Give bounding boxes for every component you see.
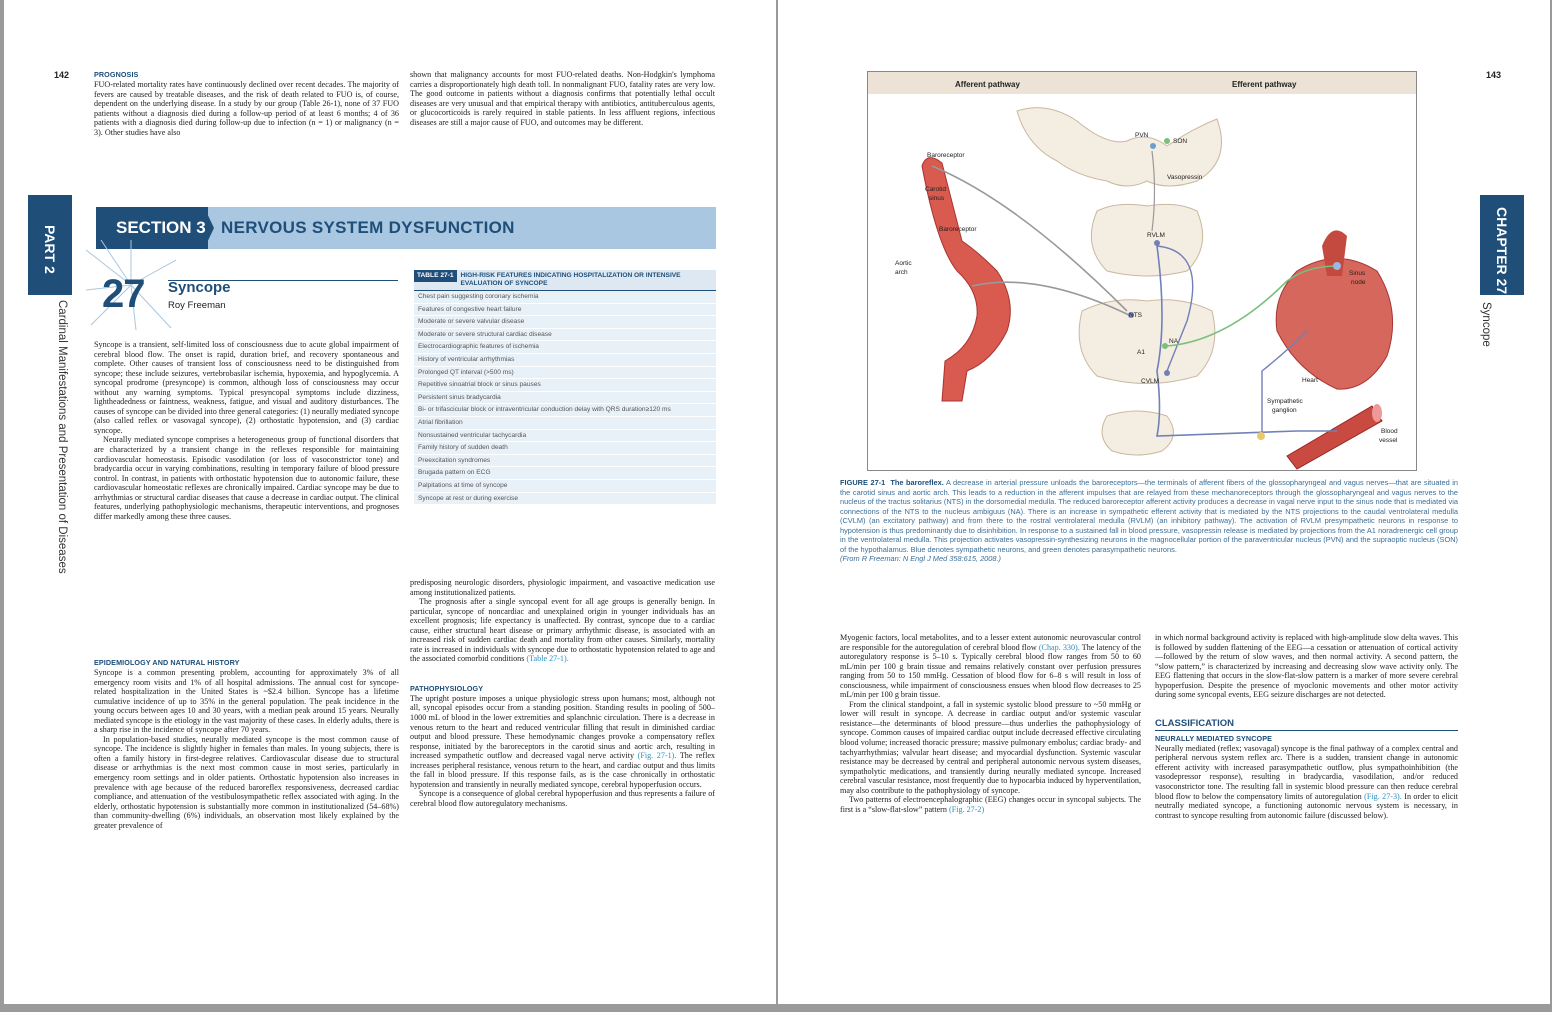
- efferent-label: Efferent pathway: [1232, 80, 1297, 89]
- chapter-reference-link[interactable]: (Chap. 330).: [1038, 642, 1080, 652]
- running-head: Syncope: [1480, 302, 1492, 347]
- nts-label: NTS: [1129, 312, 1142, 319]
- classification-heading: CLASSIFICATION: [1155, 718, 1458, 731]
- vessel-lumen-shape: [1372, 404, 1382, 422]
- arch-label: arch: [895, 269, 908, 276]
- baroreflex-figure: [867, 71, 1417, 471]
- son-label: SON: [1173, 138, 1188, 145]
- table-row: Prolonged QT interval (>500 ms): [414, 367, 716, 380]
- heart-label: Heart: [1302, 377, 1318, 384]
- table-label: TABLE 27-1: [414, 270, 457, 282]
- son-node: [1164, 138, 1170, 144]
- figure-source: (From R Freeman: N Engl J Med 358:615, 2008.): [840, 554, 1002, 563]
- ganglion-node: [1257, 432, 1265, 440]
- na-label: NA: [1169, 338, 1179, 345]
- running-head: Cardinal Manifestations and Presentation of Diseases: [56, 300, 68, 574]
- sinus-node-label-1: Sinus: [1349, 270, 1366, 277]
- a1-label: A1: [1137, 349, 1145, 356]
- table-row: Moderate or severe structural cardiac disease: [414, 329, 716, 342]
- epidemiology-block: [94, 658, 399, 830]
- pathophysiology-paragraph-1-tail: The reflex increases peripheral resistance, venous return to the heart, and cardiac output and thus limits the fall in blood pressure. If this response fails, as is the case chronically in orthostatic hypotension and transiently in neurally mediated syncope, cerebral hypoperfusion occurs.: [410, 751, 715, 789]
- section-banner: [96, 207, 716, 249]
- table-row: Palpitations at time of syncope: [414, 480, 716, 493]
- table-row: Syncope at rest or during exercise: [414, 493, 716, 506]
- epidemiology-paragraph-2: In population-based studies, neurally mediated syncope is the most common cause of syncope. The incidence is slightly higher in females than males. In young subjects, there is often a family history in first-degree relatives. Cardiovascular disease due to structural disease or arrhythmias is the next most common cause in most series, particularly in emergency room settings and in older patients. Orthostatic hypotension also increases in prevalence with age because of the reduced baroreflex responsiveness, decreased cardiac compliance, and attenuation of the vestibulosympathetic reflex associated with aging. In the elderly, orthostatic hypotension is substantially more common in institutionalized (54–68%) than community-dwelling (6%) individuals, an observation most likely explained by the greater prevalence of: [94, 734, 399, 830]
- epidemiology-paragraph-1: Syncope is a common presenting problem, accounting for approximately 3% of all emergency room visits and 1% of all hospital admissions. The annual cost for syncope-related hospitalization in the United States is ~$2.4 billion. Syncope has a lifetime cumulative incidence of up to 35% in the general population. The peak incidence in the young occurs between ages 10 and 30 years, with a median peak around 15 years. Neurally mediated syncope is the etiology in the vast majority of these cases. In elderly adults, there is a sharp rise in the incidence of syncope after 70 years.: [94, 668, 399, 735]
- part-tab: [28, 195, 72, 295]
- figure-caption-label: FIGURE 27-1: [840, 478, 886, 487]
- table-row: Electrocardiographic features of ischemia: [414, 341, 716, 354]
- figure-3-reference-link[interactable]: (Fig. 27-3).: [1364, 791, 1402, 801]
- page-number: 142: [54, 70, 70, 80]
- intro-paragraph-1: Syncope is a transient, self-limited loss of consciousness due to acute global impairment of cerebral blood flow. The onset is rapid, duration brief, and recovery spontaneous and complete. Other causes of transient loss of consciousness need to be distinguished from syncope; these include seizures, vertebrobasilar ischemia, hypoxemia, and hypoglycemia. A syncopal prodrome (presyncope) is common, although loss of consciousness may occur without any warning symptoms. Typical presyncopal symptoms include dizziness, lightheadedness or faintness, weakness, fatigue, and visual and auditory disturbances. The causes of syncope can be divided into three general categories: (1) neurally mediated syncope (also called reflex or vasovagal syncope), (2) orthostatic hypotension, and (3) cardiac syncope.: [94, 340, 399, 435]
- baroreceptor-label-1: Baroreceptor: [927, 152, 965, 159]
- table-row: Repetitive sinoatrial block or sinus pauses: [414, 379, 716, 392]
- figure-2-reference-link[interactable]: (Fig. 27-2): [948, 804, 985, 814]
- carotid-label: Carotid: [925, 186, 946, 193]
- table-row: Chest pain suggesting coronary ischemia: [414, 291, 716, 304]
- intro-paragraph-2: Neurally mediated syncope comprises a heterogeneous group of functional disorders that are characterized by a transient change in the reflexes responsible for maintaining cardiovascular homeostasis. Episodic vasodilation (or loss of vasoconstrictor tone) and bradycardia occur in varying combinations, resulting in temporary failure of blood pressure control. In contrast, in patients with orthostatic hypotension due to autonomic failure, these cardiovascular homeostatic reflexes are chronically impaired. Cardiac syncope may be due to arrhythmias or structural cardiac diseases that cause a decrease in cardiac output. The clinical features, underlying pathophysiologic mechanisms, therapeutic interventions, and prognoses differ markedly among these three causes.: [94, 435, 399, 521]
- eeg-continued-paragraph: in which normal background activity is replaced with high-amplitude slow delta waves. This is followed by sudden flattening of the EEG—a cessation or attenuation of cortical activity—followed by the return of slow waves, and then normal activity. A second pattern, the “slow pattern,” is characterized by increasing and decreasing slow wave activity only. The EEG flattening that occurs in the slow-flat-slow pattern is a marker of more severe cerebral hypoperfusion. Despite the presence of myoclonic movements and other motor activity during some syncopal events, EEG seizure discharges are not detected.: [1155, 633, 1458, 700]
- epidemiology-heading: EPIDEMIOLOGY AND NATURAL HISTORY: [94, 658, 240, 667]
- pathophysiology-heading: PATHOPHYSIOLOGY: [410, 683, 484, 693]
- sinus-node-marker: [1333, 262, 1341, 270]
- table-title: HIGH-RISK FEATURES INDICATING HOSPITALIZATION OR INTENSIVE EVALUATION OF SYNCOPE: [460, 272, 681, 287]
- chapter-author: Roy Freeman: [168, 300, 226, 311]
- table-row: Brugada pattern on ECG: [414, 467, 716, 480]
- chapter-tab: [1480, 195, 1524, 295]
- intro-block: [94, 340, 399, 521]
- table-row: Preexcitation syndromes: [414, 455, 716, 468]
- neurally-mediated-heading: NEURALLY MEDIATED SYNCOPE: [1155, 733, 1272, 743]
- blood-vessel-label-2: vessel: [1379, 437, 1398, 444]
- prognosis-text-2: shown that malignancy accounts for most FUO-related deaths. Non-Hodgkin's lymphoma carries a disproportionately high death toll. In nonmalignant FUO, fatality rates are very low. The good outcome in patients without a diagnosis confirms that potentially lethal occult diseases are very unusual and that empirical therapy with antibiotics, antituberculous agents, or glucocorticoids is rarely required in stable patients. In less affluent regions, infectious diseases are still a major cause of FUO, and outcomes may be different.: [410, 70, 715, 127]
- middle-paragraph-1: predisposing neurologic disorders, physiologic impairment, and vasoactive medication use among institutionalized patients.: [410, 578, 715, 597]
- table-row: Atrial fibrillation: [414, 417, 716, 430]
- pvn-node: [1150, 143, 1156, 149]
- pathophysiology-paragraph-1-text: The upright posture imposes a unique physiologic stress upon humans; most, although not all, syncopal episodes occur from a standing position. Standing results in pooling of 500–1000 mL of blood in the lower extremities and splanchnic circulation. There is a decrease in venous return to the heart and reduced ventricular filling that result in diminished cardiac output and blood pressure. These hemodynamic changes provoke a compensatory reflex response, initiated by the baroreceptors in the carotid sinus and aortic arch, resulting in increased sympathetic outflow and decreased vagal nerve activity: [410, 693, 715, 761]
- figure-caption: [840, 478, 1458, 564]
- sinus-label: sinus: [929, 195, 945, 202]
- autoregulation-paragraph: [840, 633, 1141, 700]
- blood-vessel-label-1: Blood: [1381, 428, 1398, 435]
- neurally-mediated-tail: In order to elicit neutrally mediated syncope, a functioning autonomic nervous system is necessary, in contrast to syncope resulting from autonomic failure (discussed below).: [1155, 791, 1458, 820]
- figure-caption-text: A decrease in arterial pressure unloads the baroreceptors—the terminals of afferent fibers of the glossopharyngeal and vagus nerves—that are situated in the carotid sinus and aortic arch. This leads to a reduction in the afferent impulses that are relayed from these mechanoreceptors through the glossopharyngeal and vagus nerves to the nucleus of the tractus solitarius (NTS) in the dorsomedial medulla. The reduced baroreceptor afferent activity produces a decrease in vagal nerve input to the sinus node that is mediated via connections of the NTS to the nucleus ambiguus (NA). There is an increase in sympathetic efferent activity that is mediated by the NTS projections to the caudal ventrolateral medulla (CVLM) (an excitatory pathway) and from there to the rostral ventrolateral medulla (RVLM) (an inhibitory pathway). The activation of RVLM presympathetic neurons in response to hypotension is thus predominantly due to disinhibition. In response to a sustained fall in blood pressure, vasopressin release is mediated by projections from the A1 noradrenergic cell group in the ventrolateral medulla. This projection activates vasopressin-synthesizing neurons in the magnocellular portion of the paraventricular nucleus (PVN) and the supraoptic nucleus (SON) of the hypothalamus. Blue denotes sympathetic neurons, and green denotes parasympathetic neurons.: [840, 478, 1459, 554]
- spinal-cord-shape: [1102, 411, 1173, 455]
- right-column-2: [1155, 633, 1458, 820]
- pvn-label: PVN: [1135, 132, 1149, 139]
- chapter-tab-label: CHAPTER 27: [1494, 207, 1510, 295]
- figure-reference-link[interactable]: (Fig. 27-1).: [637, 751, 677, 761]
- high-risk-table: [414, 270, 716, 505]
- sinus-node-label-2: node: [1351, 279, 1366, 286]
- rvlm-node: [1154, 240, 1160, 246]
- prognosis-block: [94, 70, 399, 137]
- rvlm-label: RVLM: [1147, 232, 1165, 239]
- chapter-title: Syncope: [168, 279, 231, 296]
- cvlm-label: CVLM: [1141, 378, 1160, 385]
- table-row: Persistent sinus bradycardia: [414, 392, 716, 405]
- neurally-mediated-paragraph: [1155, 744, 1458, 820]
- afferent-label: Afferent pathway: [955, 80, 1020, 89]
- page-number: 143: [1486, 70, 1502, 80]
- vasopressin-label: Vasopressin: [1167, 174, 1203, 181]
- baroreceptor-label-2: Baroreceptor: [939, 226, 977, 233]
- sympathetic-label-1: Sympathetic: [1267, 398, 1303, 405]
- right-page: [778, 0, 1550, 1004]
- na-node: [1162, 343, 1168, 349]
- table-row: Nonsustained ventricular tachycardia: [414, 430, 716, 443]
- prognosis-block-2: [410, 70, 715, 127]
- table-row: Bi- or trifascicular block or intraventricular conduction delay with QRS duration≥120 ms: [414, 404, 716, 417]
- eeg-paragraph: [840, 795, 1141, 814]
- prognosis-text: FUO-related mortality rates have continuously declined over recent decades. The majority of fevers are caused by treatable diseases, and the risk of death related to FUO is, of course, dependent on the underlying disease. In a study by our group (Table 26-1), none of 37 FUO patients without a diagnosis died during a follow-up period of at least 6 months; 4 of 36 patients with a diagnosis died during follow-up due to infection (n = 1) or malignancy (n = 3). Other studies have also: [94, 80, 399, 137]
- figure-caption-title: The baroreflex.: [890, 478, 944, 487]
- table-row: Features of congestive heart failure: [414, 304, 716, 317]
- right-column-1: [840, 633, 1141, 814]
- middle-paragraph-2: [410, 597, 715, 664]
- sympathetic-label-2: ganglion: [1272, 407, 1297, 414]
- chapter-number: 27: [102, 272, 145, 316]
- pathophysiology-paragraph-1: [410, 694, 715, 789]
- prognosis-continued-block: [410, 578, 715, 808]
- pons-shape: [1091, 204, 1202, 276]
- eeg-text: Two patterns of electroencephalographic (EEG) changes occur in syncopal subjects. The first is a “slow-flat-slow” pattern: [840, 795, 1141, 814]
- autoregulation-text: Myogenic factors, local metabolites, and to a lesser extent autonomic neurovascular control are responsible for the autoregulation of cerebral blood flow: [840, 633, 1141, 652]
- middle-paragraph-2-text: The prognosis after a single syncopal event for all age groups is generally benign. In particular, syncope of noncardiac and unexplained origin in younger individuals has an excellent prognosis; life expectancy is unaffected. By contrast, syncope due to a cardiac cause, either structural heart disease or primary arrhythmic disease, is associated with an increased risk of sudden cardiac death and mortality from other causes. Similarly, mortality rate is increased in individuals with syncope due to orthostatic hypotension related to age and the associated comorbid conditions: [410, 597, 715, 664]
- prognosis-heading: PROGNOSIS: [94, 70, 139, 79]
- table-reference-link[interactable]: (Table 27-1).: [526, 654, 569, 664]
- aortic-label: Aortic: [895, 260, 912, 267]
- clinical-paragraph: From the clinical standpoint, a fall in systemic systolic blood pressure to ~50 mmHg or lower will result in syncope. A decrease in cardiac output and/or systemic vascular resistance—the determinants of blood pressure—thus underlies the pathophysiology of syncope. Common causes of impaired cardiac output include decreased effective circulating blood volume; increased thoracic pressure; massive pulmonary embolus; cardiac brady- and tachyarrhythmias; valvular heart disease; and myocardial dysfunction. Systemic vascular resistance may be decreased by central and peripheral autonomic nervous system diseases, sympatholytic medications, and transiently during neurally mediated syncope. Increased cerebral vascular resistance, most frequently due to hypocarbia induced by hyperventilation, may also contribute to the pathophysiology of syncope.: [840, 699, 1141, 795]
- table-row: Family history of sudden death: [414, 442, 716, 455]
- table-row: Moderate or severe valvular disease: [414, 316, 716, 329]
- neurally-mediated-text: Neurally mediated (reflex; vasovagal) syncope is the final pathway of a complex central and peripheral nervous system reflex arc. There is a sudden, transient change in autonomic efferent activity with increased parasympathetic outflow, plus sympathoinhibition (the vasodepressor response), resulting in bradycardia, vasodilation, and/or reduced vasoconstrictor tone. The resulting fall in systemic blood pressure can then reduce cerebral blood flow to below the compensatory limits of autoregulation: [1155, 743, 1458, 801]
- table-row: History of ventricular arrhythmias: [414, 354, 716, 367]
- part-tab-label: PART 2: [42, 225, 58, 274]
- cvlm-node: [1164, 370, 1170, 376]
- left-page: [4, 0, 776, 1004]
- section-label: SECTION 3: [116, 218, 206, 237]
- autoregulation-tail: The latency of the autoregulatory response is 5–10 s. Typically cerebral blood flow ranges from 50 to 60 mL/min per 100 g brain tissue and remains relatively constant over perfusion pressures ranging from 50 to 150 mmHg. Cessation of blood flow for 6–8 s will result in loss of consciousness, while impairment of consciousness ensues when blood flow decreases to 25 mL/min per 100 g brain tissue.: [840, 642, 1141, 700]
- table-header: [414, 270, 716, 291]
- pathophysiology-paragraph-2: Syncope is a consequence of global cerebral hypoperfusion and thus represents a failure of cerebral blood flow autoregulatory mechanisms.: [410, 789, 715, 808]
- section-title: NERVOUS SYSTEM DYSFUNCTION: [221, 218, 515, 237]
